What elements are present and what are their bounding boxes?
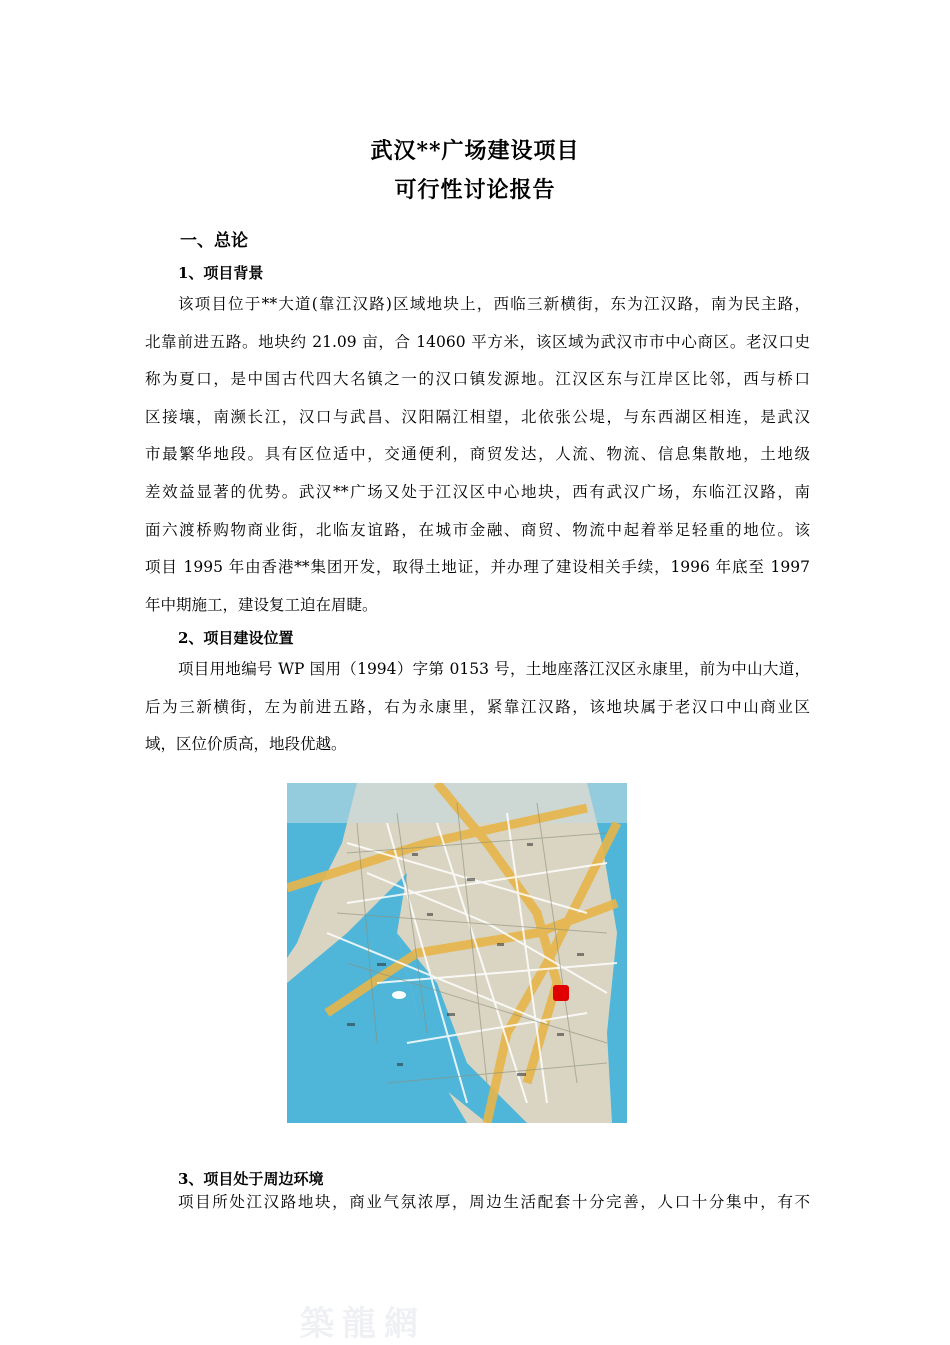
section-heading-overview: 一、总论 xyxy=(180,231,248,251)
paragraph-project-background xyxy=(145,286,810,624)
text-line: 该项目位于**大道(靠江汉路)区域地块上，西临三新横街，东为江汉路，南为民主路， xyxy=(178,295,810,313)
watermark: 築龍網 xyxy=(300,1304,426,1344)
text-line: 差效益显著的优势。武汉**广场又处于江汉区中心地块，西有武汉广场，东临江汉路，南 xyxy=(145,482,810,501)
subheading-surroundings: 3、项目处于周边环境 xyxy=(178,1170,324,1188)
text-line: 称为夏口，是中国古代四大名镇之一的汉口镇发源地。江汉区东与江岸区比邻，西与桥口 xyxy=(145,370,810,389)
document-title-line1: 武汉**广场建设项目 xyxy=(370,138,580,164)
text-line: 后为三新横街，左为前进五路，右为永康里，紧靠江汉路，该地块属于老汉口中山商业区 xyxy=(145,697,810,716)
paragraph-project-location xyxy=(145,651,810,764)
text-line: 市最繁华地段。具有区位适中，交通便利，商贸发达，人流、物流、信息集散地，土地级 xyxy=(145,445,810,464)
paragraph-surroundings xyxy=(145,1184,810,1222)
document-title-line2: 可行性讨论报告 xyxy=(394,177,556,203)
text-line: 面六渡桥购物商业街，北临友谊路，在城市金融、商贸、物流中起着举足轻重的地位。该 xyxy=(145,520,810,539)
text-line: 项目用地编号 WP 国用（1994）字第 0153 号，土地座落江汉区永康里，前为中山大道， xyxy=(178,660,810,678)
text-line: 北靠前进五路。地块约 21.09 亩，合 14060 平方米，该区域为武汉市市中心商区。老汉口史 xyxy=(145,332,810,351)
subheading-project-location: 2、项目建设位置 xyxy=(178,629,294,647)
city-map-photo xyxy=(287,783,627,1123)
text-line: 项目所处江汉路地块，商业气氛浓厚，周边生活配套十分完善，人口十分集中，有不 xyxy=(178,1193,810,1211)
text-line: 项目 1995 年由香港**集团开发，取得土地证，并办理了建设相关手续，1996 年底至 1997 xyxy=(145,558,810,577)
text-line: 年中期施工，建设复工迫在眉睫。 xyxy=(145,595,378,614)
text-line: 域，区位价质高，地段优越。 xyxy=(145,735,347,754)
text-line: 区接壤，南濒长江，汉口与武昌、汉阳隔江相望，北依张公堤，与东西湖区相连，是武汉 xyxy=(145,407,810,426)
subheading-project-background: 1、项目背景 xyxy=(178,264,264,282)
